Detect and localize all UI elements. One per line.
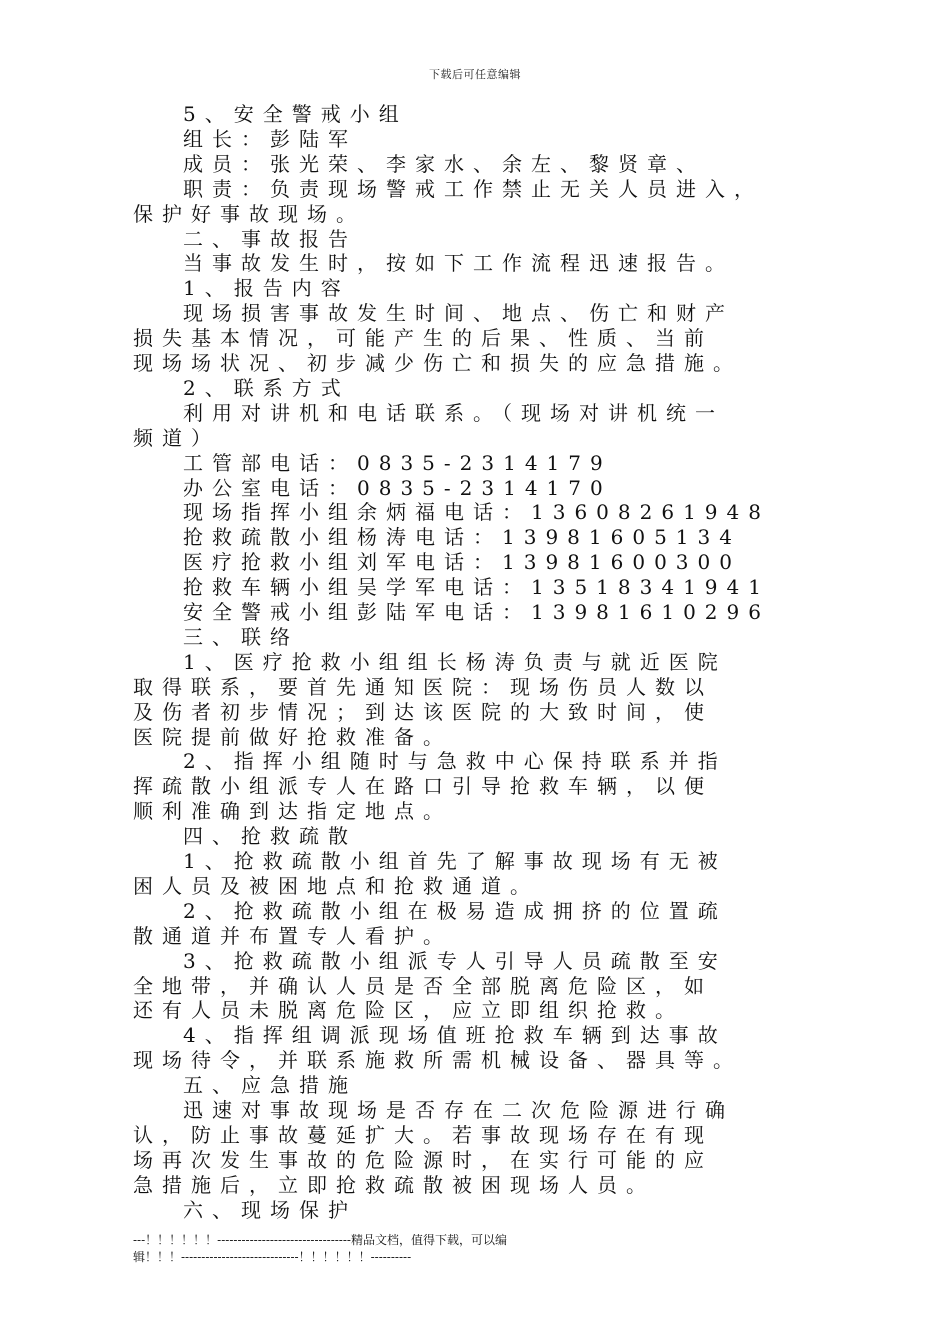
page-header: 下载后可任意编辑 [429,68,521,81]
text-line: 2、联系方式 [183,375,350,400]
text-line: 安全警戒小组彭陆军电话：13981610296 [183,600,770,624]
text-line: 4、指挥组调派现场值班抢救车辆到达事故 [183,1023,727,1048]
text-line: 抢救疏散小组杨涛电话：13981605134 [183,525,741,550]
text-line: 成员：张光荣、李家水、余左、黎贤章、 [183,151,705,176]
text-line: 场再次发生事故的危险源时，在实行可能的应 [133,1147,713,1172]
text-line: 三、联络 [183,624,299,649]
text-line: 现场待令，并联系施救所需机械设备、器具等。 [133,1048,742,1073]
text-line: 现场场状况、初步减少伤亡和损失的应急措施。 [133,351,742,375]
text-line: 急措施后，立即抢救疏散被困现场人员。 [133,1172,655,1197]
footer-line-1: ---！！！！！！---------------------------------精品文档，值得下载，可以编 [133,1233,507,1247]
text-line: 当事故发生时，按如下工作流程迅速报告。 [183,251,734,276]
text-line: 5、安全警戒小组 [183,102,408,126]
text-line: 迅速对事故现场是否存在二次危险源进行确 [183,1098,734,1122]
text-line: 抢救车辆小组吴学军电话：13518341941 [183,575,770,600]
text-line: 散通道并布置专人看护。 [133,923,452,948]
text-line: 职责：负责现场警戒工作禁止无关人员进入， [183,176,763,201]
text-line: 组长：彭陆军 [183,126,357,151]
text-line: 1、报告内容 [183,276,350,301]
text-line: 现场指挥小组余炳福电话：13608261948 [183,500,770,525]
text-line: 五、应急措施 [183,1073,357,1098]
text-line: 困人员及被困地点和抢救通道。 [133,873,539,898]
text-line: 认，防止事故蔓延扩大。若事故现场存在有现 [133,1122,713,1147]
text-line: 保护好事故现场。 [133,201,365,226]
text-line: 顺利准确到达指定地点。 [133,799,452,824]
text-line: 损失基本情况，可能产生的后果、性质、当前 [133,326,713,351]
text-line: 医院提前做好抢救准备。 [133,724,452,749]
text-line: 2、指挥小组随时与急救中心保持联系并指 [183,749,727,774]
text-line: 1、医疗抢救小组组长杨涛负责与就近医院 [183,649,727,674]
text-line: 四、抢救疏散 [183,824,357,849]
text-line: 还有人员未脱离危险区，应立即组织抢救。 [133,998,684,1023]
text-line: 六、现场保护 [183,1197,357,1222]
text-line: 取得联系，要首先通知医院：现场伤员人数以 [133,674,713,699]
text-line: 办公室电话：0835-2314170 [183,475,612,500]
text-line: 医疗抢救小组刘军电话：13981600300 [183,550,741,575]
text-line: 3、抢救疏散小组派专人引导人员疏散至安 [183,948,727,973]
text-line: 及伤者初步情况；到达该医院的大致时间，使 [133,699,713,724]
text-line: 现场损害事故发生时间、地点、伤亡和财产 [183,301,734,326]
text-line: 利用对讲机和电话联系。（现场对讲机统一 [183,400,724,425]
text-line: 1、抢救疏散小组首先了解事故现场有无被 [183,849,727,873]
text-line: 2、抢救疏散小组在极易造成拥挤的位置疏 [183,898,727,923]
text-line: 挥疏散小组派专人在路口引导抢救车辆，以便 [133,774,713,799]
text-line: 全地带，并确认人员是否全部脱离危险区，如 [133,973,713,998]
text-line: 工管部电话：0835-2314179 [183,450,612,475]
text-line: 频道） [133,425,220,450]
footer-line-2: 辑！！！-----------------------------！！！！！！---------- [133,1250,412,1264]
text-line: 二、事故报告 [183,226,357,251]
